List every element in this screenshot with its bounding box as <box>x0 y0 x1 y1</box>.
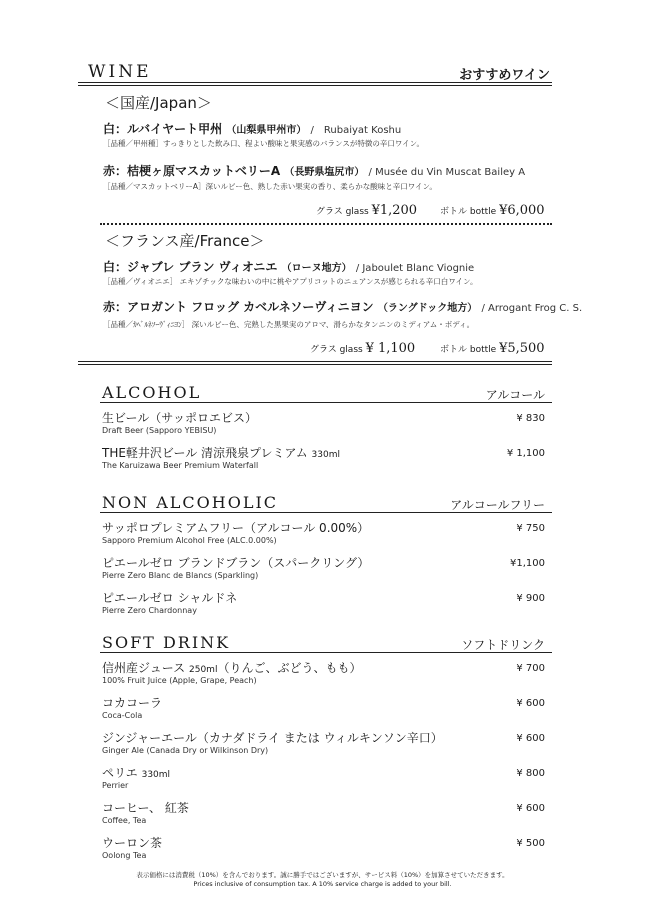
wine-divider-bottom-2 <box>78 364 552 365</box>
alcohol-divider <box>100 402 552 403</box>
glass-price-france: グラス glass ¥ 1,100 <box>310 341 416 356</box>
wine-item <box>103 298 582 315</box>
menu-item-name: ウーロン茶 <box>102 836 163 850</box>
wine-name-en: / Musée du Vin Muscat Bailey A <box>368 167 526 178</box>
wine-divider-bottom <box>78 361 552 362</box>
menu-item-price: ¥ 800 <box>516 768 545 779</box>
menu-item-en: The Karuizawa Beer Premium Waterfall <box>102 461 259 470</box>
menu-item-en: 100% Fruit Juice (Apple, Grape, Peach) <box>102 676 257 685</box>
menu-item-price: ¥ 600 <box>516 733 545 744</box>
region-france: ＜フランス産/France＞ <box>105 232 265 250</box>
region-japan: ＜国産/Japan＞ <box>105 94 212 112</box>
wine-name-en: / Rubaiyat Koshu <box>310 125 402 136</box>
wine-name: 赤：アロガント フロッグ カベルネソーヴィニヨン <box>103 300 374 314</box>
menu-item-name: 生ビール（サッポロエビス） <box>102 411 258 425</box>
menu-item-price: ¥ 500 <box>516 838 545 849</box>
wine-divider-top-2 <box>78 85 552 86</box>
wine-name: 赤：桔梗ヶ原マスカットベリーA <box>103 164 281 178</box>
menu-item-name: コーヒー、 紅茶 <box>102 801 189 815</box>
non-alcoholic-subtitle: アルコールフリー <box>450 498 545 512</box>
menu-item-price: ¥ 900 <box>516 593 545 604</box>
menu-item-en: Draft Beer (Sapporo YEBISU) <box>102 426 217 435</box>
bottle-price-france: ボトル bottle ¥5,500 <box>440 341 545 356</box>
menu-item-name: サッポロプレミアムフリー（アルコール 0.00%） <box>102 521 370 535</box>
menu-item-price: ¥ 600 <box>516 803 545 814</box>
alcohol-title: ALCOHOL <box>102 383 202 402</box>
wine-name-en: / Jaboulet Blanc Viognie <box>355 263 475 274</box>
soft-drink-subtitle: ソフトドリンク <box>461 638 545 652</box>
wine-name: 白：ルバイヤート甲州 <box>103 122 223 136</box>
wine-area: （ローヌ地方） <box>281 263 352 274</box>
soft-drink-title: SOFT DRINK <box>102 633 231 652</box>
wine-item <box>103 162 525 179</box>
menu-item-price: ¥ 1,100 <box>506 448 545 459</box>
footer-note-jp: 表示価格には消費税（10%）を含んでおります。誠に勝手ではございますが、サービス料（10%）を加算させていただきます。 <box>136 871 509 879</box>
bottle-price-japan: ボトル bottle ¥6,000 <box>440 203 545 218</box>
soft-drink-divider <box>100 652 552 653</box>
footer-note-en: Prices inclusive of consumption tax. A 10% service charge is added to your bill. <box>193 880 452 888</box>
wine-item <box>103 258 474 275</box>
menu-item-price: ¥ 700 <box>516 663 545 674</box>
menu-item-price: ¥ 600 <box>516 698 545 709</box>
menu-item-en: Sapporo Premium Alcohol Free (ALC.0.00%) <box>102 536 277 545</box>
wine-divider-top <box>78 82 552 83</box>
non-alcoholic-title: NON ALCOHOLIC <box>102 493 278 512</box>
wine-name-en: / Arrogant Frog C. S. <box>481 303 583 314</box>
menu-item-name: ピエールゼロ ブランドブラン（スパークリング） <box>102 556 370 570</box>
wine-area: （長野県塩尻市） <box>284 167 365 178</box>
non-alcoholic-divider <box>100 512 552 513</box>
region-dotted-divider <box>100 223 552 225</box>
menu-item-en: Perrier <box>102 781 129 790</box>
menu-item-price: ¥ 750 <box>516 523 545 534</box>
glass-price-japan: グラス glass ¥1,200 <box>316 203 418 218</box>
wine-desc: ［品種／ヴィオニエ］ エキゾチックな味わいの中に桃やアプリコットのニュアンスが感じられる辛口白ワイン。 <box>103 277 478 286</box>
wine-desc: ［品種／マスカットベリーA］深いルビー色、熟した赤い果実の香り、柔らかな酸味と辛口ワイン。 <box>103 182 437 191</box>
menu-item-price: ¥1,100 <box>510 558 545 569</box>
wine-desc: ［品種／甲州種］すっきりとした飲み口、程よい酸味と果実感のバランスが特徴の辛口ワイン。 <box>103 139 424 148</box>
menu-item-name: ピエールゼロ シャルドネ <box>102 591 238 605</box>
wine-name: 白：ジャブレ ブラン ヴィオニエ <box>103 260 278 274</box>
wine-area: （ラングドック地方） <box>377 303 478 314</box>
wine-desc: ［品種／ｶﾍﾞﾙﾈｿｰｳﾞｨﾆﾖﾝ］ 深いルビー色、完熟した黒果実のアロマ、滑らかなタンニンのミディアム・ボディ。 <box>103 320 475 329</box>
menu-item-en: Pierre Zero Chardonnay <box>102 606 197 615</box>
menu-item-en: Pierre Zero Blanc de Blancs (Sparkling) <box>102 571 259 580</box>
menu-item-name: 信州産ジュース 250ml（りんご、ぶどう、もも） <box>102 661 362 675</box>
menu-item-en: Coffee, Tea <box>102 816 147 825</box>
wine-item <box>103 120 401 137</box>
menu-item-name: ペリエ 330ml <box>102 766 171 780</box>
menu-item-en: Oolong Tea <box>102 851 147 860</box>
wine-subtitle: おすすめワイン <box>459 68 550 83</box>
menu-item-name: THE軽井沢ビール 清涼飛泉プレミアム 330ml <box>102 446 340 460</box>
alcohol-subtitle: アルコール <box>485 388 545 402</box>
menu-item-name: ジンジャーエール（カナダドライ または ウィルキンソン辛口） <box>102 731 443 745</box>
wine-area: （山梨県甲州市） <box>226 125 307 136</box>
menu-item-price: ¥ 830 <box>516 413 545 424</box>
menu-item-en: Coca-Cola <box>102 711 143 720</box>
wine-title: WINE <box>88 62 152 82</box>
menu-item-en: Ginger Ale (Canada Dry or Wilkinson Dry) <box>102 746 269 755</box>
menu-item-name: コカコーラ <box>102 696 163 710</box>
